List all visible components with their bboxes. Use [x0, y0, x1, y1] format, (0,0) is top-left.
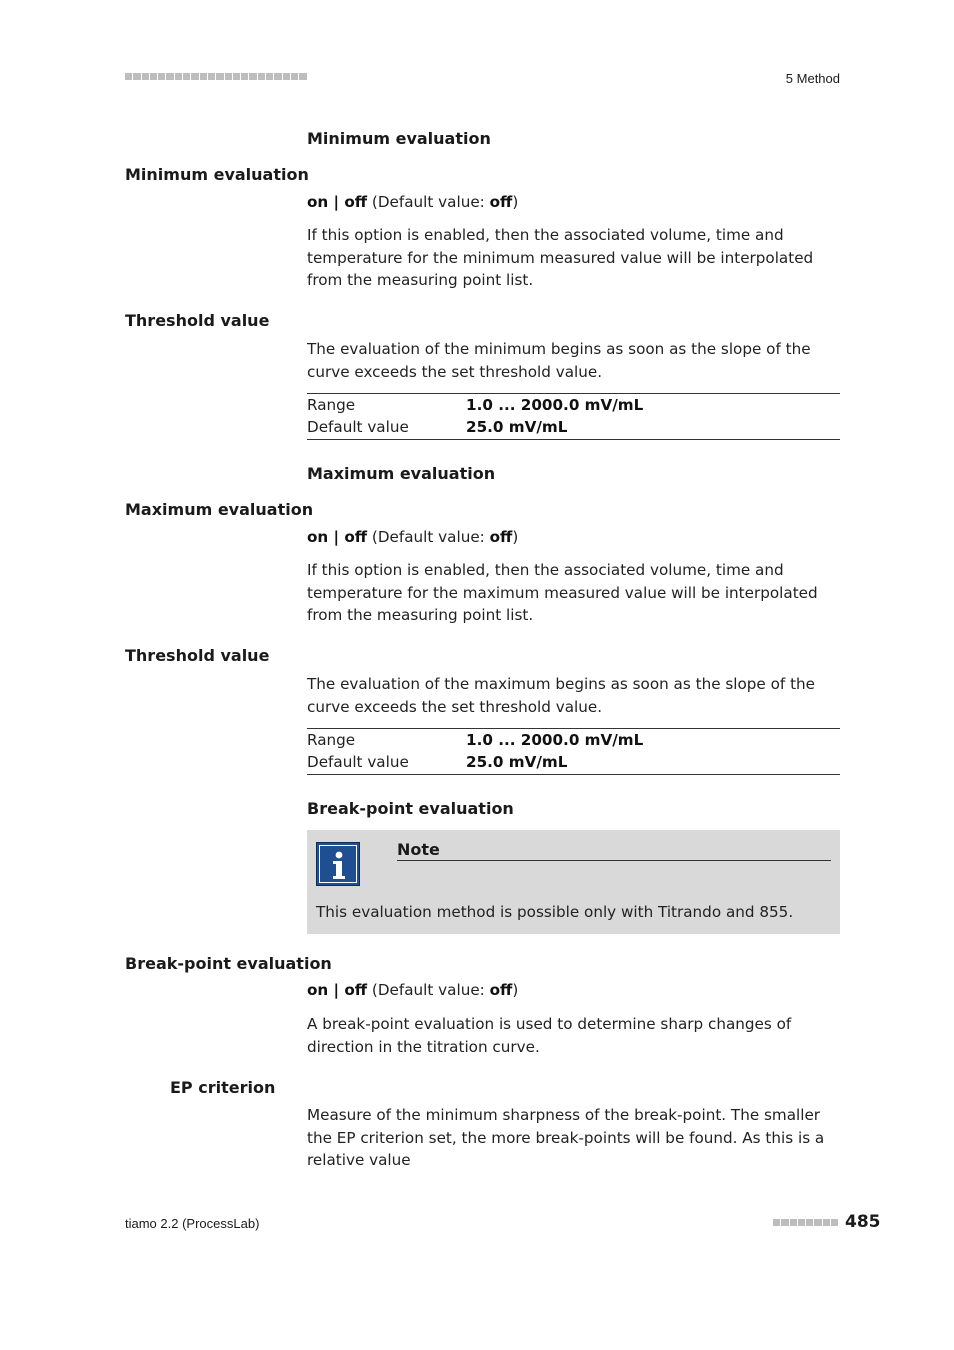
on-off-minimum	[307, 193, 518, 211]
range-table-maximum	[307, 728, 840, 775]
table-row	[307, 752, 840, 774]
param-label-ep-criterion: EP criterion	[170, 1078, 276, 1097]
breakpoint-description: A break-point evaluation is used to determine sharp changes of direction in the titration curve.	[307, 1015, 792, 1056]
on-off-options: on | off	[307, 193, 368, 211]
info-icon	[316, 842, 360, 886]
maximum-description: If this option is enabled, then the associated volume, time and temperature for the maximum measured value will be interpolated from the measuring point list.	[307, 561, 818, 624]
param-label-threshold-minimum: Threshold value	[125, 311, 270, 330]
table-row	[307, 417, 840, 439]
param-label-maximum-evaluation: Maximum evaluation	[125, 500, 314, 519]
default-suffix: )	[512, 193, 519, 211]
table-key: Default value	[307, 752, 409, 771]
on-off-options: on | off	[307, 981, 368, 999]
table-value: 1.0 ... 2000.0 mV/mL	[466, 731, 644, 749]
note-box	[307, 830, 840, 934]
param-label-breakpoint-evaluation: Break-point evaluation	[125, 954, 332, 973]
default-prefix: (Default value:	[367, 528, 490, 546]
default-value: off	[489, 981, 513, 999]
section-title-breakpoint: Break-point evaluation	[307, 799, 514, 818]
param-label-minimum-evaluation: Minimum evaluation	[125, 165, 309, 184]
table-value: 25.0 mV/mL	[466, 417, 568, 436]
table-row	[307, 730, 840, 752]
default-prefix: (Default value:	[367, 193, 490, 211]
note-title: Note	[397, 840, 831, 861]
table-value: 25.0 mV/mL	[466, 752, 568, 771]
range-table-minimum	[307, 393, 840, 440]
threshold-minimum-description: The evaluation of the minimum begins as soon as the slope of the curve exceeds the set threshold value.	[307, 340, 811, 381]
default-value: off	[489, 528, 513, 546]
footer-decor-squares	[773, 1219, 839, 1228]
header-chapter: 5 Method	[785, 71, 840, 86]
default-suffix: )	[512, 981, 519, 999]
footer-product: tiamo 2.2 (ProcessLab)	[125, 1216, 260, 1231]
table-value: 1.0 ... 2000.0 mV/mL	[466, 396, 644, 414]
param-label-threshold-maximum: Threshold value	[125, 646, 270, 665]
ep-criterion-description: Measure of the minimum sharpness of the break-point. The smaller the EP criterion set, the more break-points will be found. As this is a relative value	[307, 1106, 825, 1169]
table-row	[307, 395, 840, 417]
default-suffix: )	[512, 528, 519, 546]
default-prefix: (Default value:	[367, 981, 490, 999]
on-off-options: on | off	[307, 528, 368, 546]
table-key: Range	[307, 396, 356, 414]
threshold-maximum-description: The evaluation of the maximum begins as soon as the slope of the curve exceeds the set threshold value.	[307, 675, 815, 716]
page-number: 485	[845, 1212, 881, 1232]
note-text: This evaluation method is possible only with Titrando and 855.	[316, 903, 794, 921]
section-title-minimum: Minimum evaluation	[307, 129, 491, 148]
minimum-description: If this option is enabled, then the associated volume, time and temperature for the minimum measured value will be interpolated from the measuring point list.	[307, 226, 814, 289]
header-decor-squares	[125, 73, 307, 82]
on-off-maximum	[307, 528, 518, 546]
default-value: off	[489, 193, 513, 211]
table-key: Range	[307, 731, 356, 749]
table-key: Default value	[307, 417, 409, 436]
on-off-breakpoint	[307, 981, 518, 999]
section-title-maximum: Maximum evaluation	[307, 464, 496, 483]
